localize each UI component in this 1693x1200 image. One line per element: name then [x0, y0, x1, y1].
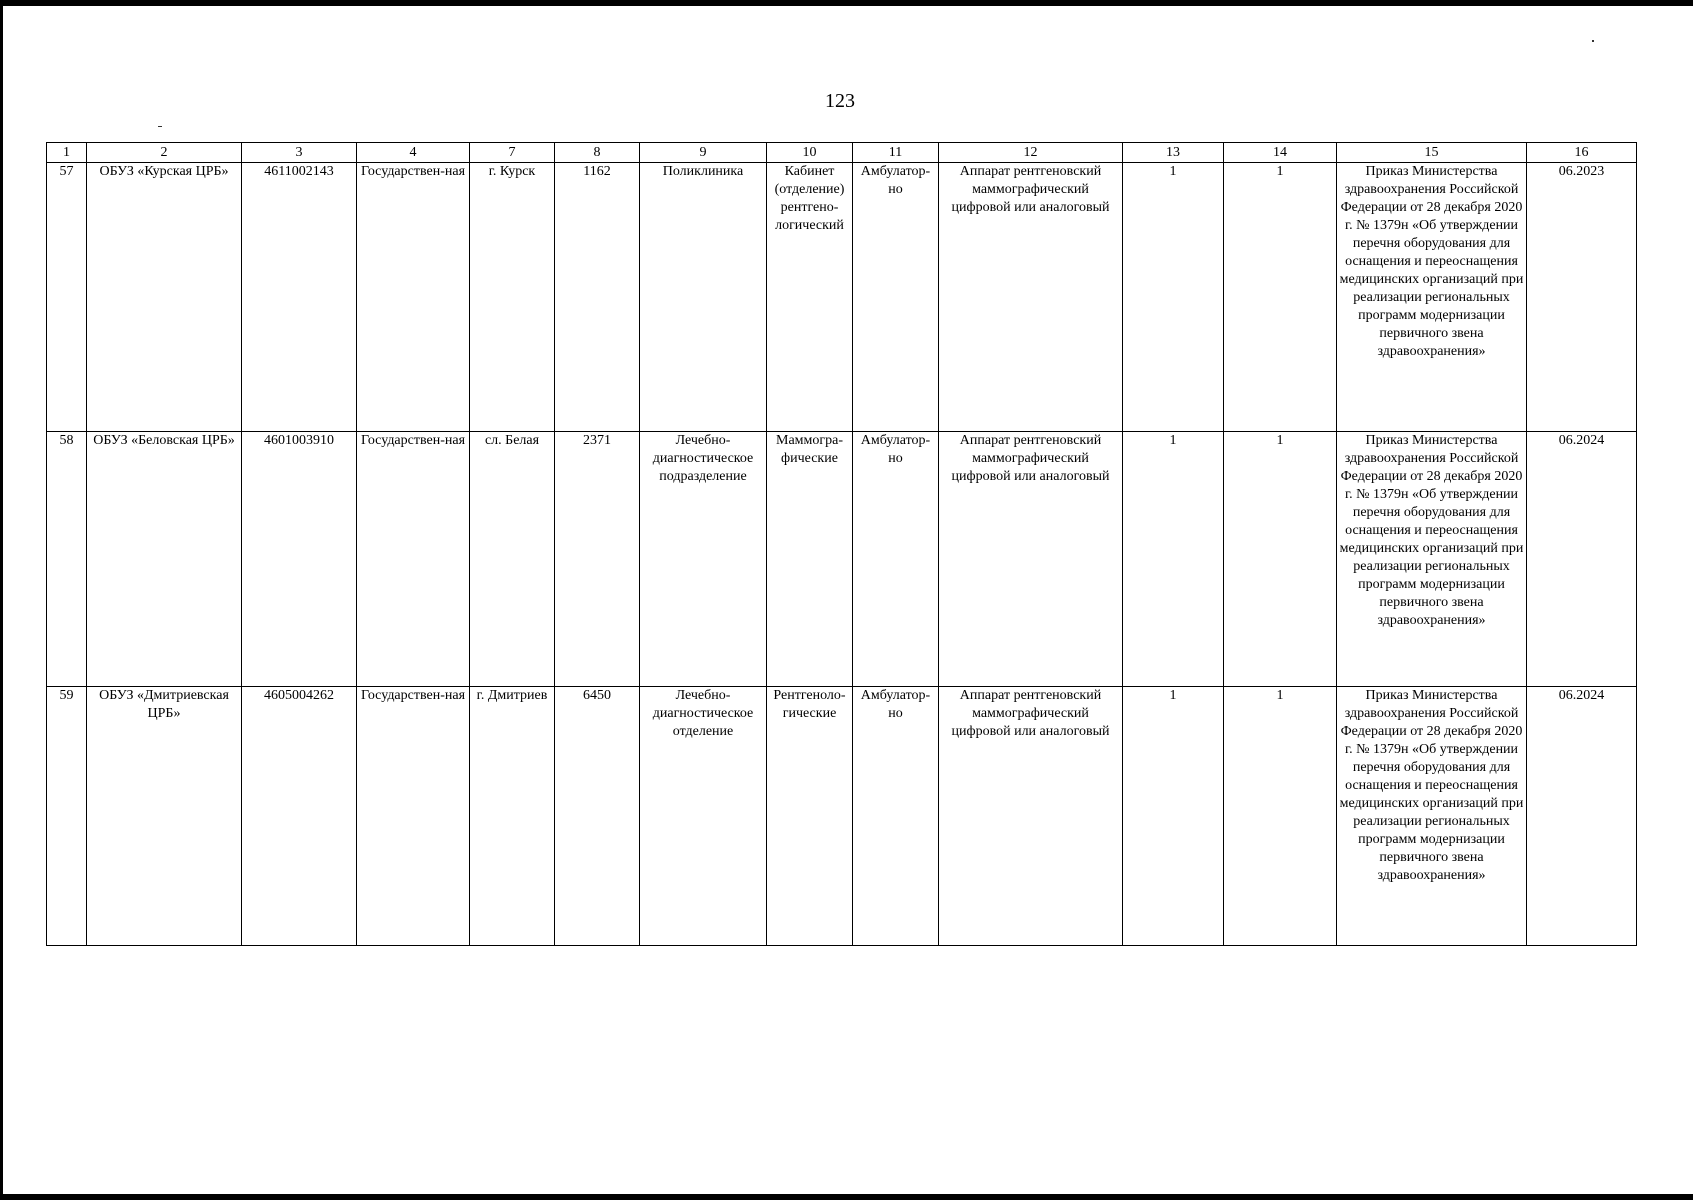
header-cell: 10 — [767, 143, 853, 163]
regulatory-basis: Приказ Министерства здравоохранения Российской Федерации от 28 декабря 2020 г. № 1379н «Об утверждении перечня оборудования для оснащения и переоснащения медицинских организаций при реализации региональных программ модернизации первичного звена здравоохранения» — [1337, 432, 1527, 687]
inn-code: 4605004262 — [242, 687, 357, 946]
regulatory-basis: Приказ Министерства здравоохранения Российской Федерации от 28 декабря 2020 г. № 1379н «Об утверждении перечня оборудования для оснащения и переоснащения медицинских организаций при реализации региональных программ модернизации первичного звена здравоохранения» — [1337, 163, 1527, 432]
regulatory-basis: Приказ Министерства здравоохранения Российской Федерации от 28 декабря 2020 г. № 1379н «Об утверждении перечня оборудования для оснащения и переоснащения медицинских организаций при реализации региональных программ модернизации первичного звена здравоохранения» — [1337, 687, 1527, 946]
division: Лечебно-диагностическое отделение — [640, 687, 767, 946]
header-cell: 2 — [87, 143, 242, 163]
division: Лечебно-диагностическое подразделение — [640, 432, 767, 687]
quantity-col14: 1 — [1224, 432, 1337, 687]
organization-name: ОБУЗ «Дмитриевская ЦРБ» — [87, 687, 242, 946]
row-number: 58 — [47, 432, 87, 687]
inn-code: 4611002143 — [242, 163, 357, 432]
ownership-form: Государствен-ная — [357, 687, 470, 946]
locality: г. Дмитриев — [470, 687, 555, 946]
header-cell: 4 — [357, 143, 470, 163]
department: Рентгеноло-гические — [767, 687, 853, 946]
quantity-col13: 1 — [1123, 432, 1224, 687]
population-count: 6450 — [555, 687, 640, 946]
equipment-name: Аппарат рентгеновский маммографический цифровой или аналоговый — [939, 163, 1123, 432]
scan-speck — [158, 126, 162, 127]
header-cell: 13 — [1123, 143, 1224, 163]
locality: г. Курск — [470, 163, 555, 432]
delivery-date: 06.2024 — [1527, 432, 1637, 687]
quantity-col13: 1 — [1123, 163, 1224, 432]
row-number: 57 — [47, 163, 87, 432]
header-cell: 8 — [555, 143, 640, 163]
locality: сл. Белая — [470, 432, 555, 687]
header-cell: 15 — [1337, 143, 1527, 163]
organization-name: ОБУЗ «Беловская ЦРБ» — [87, 432, 242, 687]
scan-border-bottom — [0, 1194, 1693, 1200]
scan-border-left — [0, 0, 3, 1200]
table-row — [47, 432, 1637, 687]
scan-speck — [1592, 40, 1594, 42]
quantity-col14: 1 — [1224, 163, 1337, 432]
equipment-name: Аппарат рентгеновский маммографический цифровой или аналоговый — [939, 432, 1123, 687]
header-cell: 3 — [242, 143, 357, 163]
care-conditions: Амбулатор-но — [853, 163, 939, 432]
population-count: 1162 — [555, 163, 640, 432]
quantity-col13: 1 — [1123, 687, 1224, 946]
population-count: 2371 — [555, 432, 640, 687]
header-cell: 12 — [939, 143, 1123, 163]
inn-code: 4601003910 — [242, 432, 357, 687]
department: Маммогра-фические — [767, 432, 853, 687]
table-row — [47, 163, 1637, 432]
table-row — [47, 687, 1637, 946]
header-cell: 14 — [1224, 143, 1337, 163]
care-conditions: Амбулатор-но — [853, 432, 939, 687]
delivery-date: 06.2024 — [1527, 687, 1637, 946]
row-number: 59 — [47, 687, 87, 946]
page-number: 123 — [825, 90, 855, 112]
ownership-form: Государствен-ная — [357, 163, 470, 432]
organization-name: ОБУЗ «Курская ЦРБ» — [87, 163, 242, 432]
header-row — [47, 143, 1637, 163]
department: Кабинет (отделение) рентгено-логический — [767, 163, 853, 432]
division: Поликлиника — [640, 163, 767, 432]
header-cell: 7 — [470, 143, 555, 163]
header-cell: 1 — [47, 143, 87, 163]
equipment-table — [46, 142, 1637, 946]
header-cell: 11 — [853, 143, 939, 163]
header-cell: 9 — [640, 143, 767, 163]
scan-border-top — [0, 0, 1693, 6]
ownership-form: Государствен-ная — [357, 432, 470, 687]
quantity-col14: 1 — [1224, 687, 1337, 946]
delivery-date: 06.2023 — [1527, 163, 1637, 432]
equipment-name: Аппарат рентгеновский маммографический цифровой или аналоговый — [939, 687, 1123, 946]
header-cell: 16 — [1527, 143, 1637, 163]
care-conditions: Амбулатор-но — [853, 687, 939, 946]
